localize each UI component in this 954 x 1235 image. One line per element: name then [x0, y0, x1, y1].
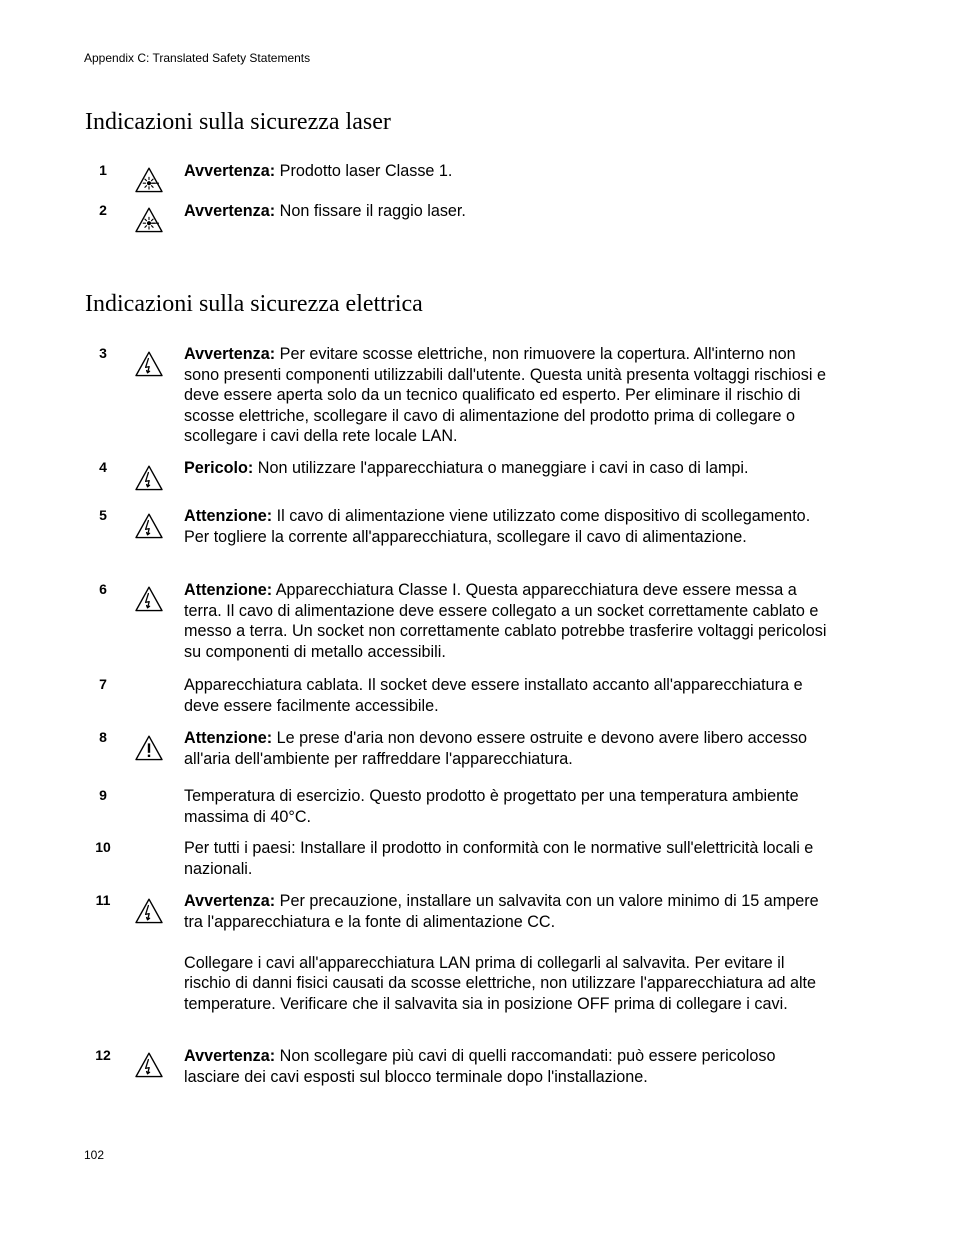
statement-body: Non fissare il raggio laser. [275, 202, 466, 220]
statement-text [184, 838, 829, 879]
statement-lead: Pericolo: [184, 459, 254, 477]
statement-lead: Attenzione: [184, 507, 273, 525]
statement-number: 9 [99, 787, 107, 803]
laser-warning-icon [134, 166, 164, 194]
statement-body-continued: Collegare i cavi all'apparecchiatura LAN prima di collegarli al salvavita. Per evitare il rischio di danni fisici causati da scosse elettriche, non utilizzare l'apparecchiatura ad alte temperature. Verificare che il salvavita sia in posizione OFF prima di collegare i cavi. [184, 953, 817, 1013]
section-title-laser: Indicazioni sulla sicurezza laser [85, 109, 391, 135]
statement-lead: Avvertenza: [184, 345, 276, 363]
section-title-electrical: Indicazioni sulla sicurezza elettrica [85, 291, 423, 317]
statement-body: Apparecchiatura Classe I. Questa apparecchiatura deve essere messa a terra. Il cavo di alimentazione deve essere collegato a un socket correttamente cablato e messo a terra. Un socket non correttamente cablato potrebbe trasferire voltaggi pericolosi su componenti di metallo accessibili. [184, 581, 827, 661]
statement-body: Per evitare scosse elettriche, non rimuovere la copertura. All'interno non sono presenti componenti utilizzabili dall'utente. Questa unità presenta voltaggi rischiosi e deve essere aperta solo da un tecnico qualificato ed esperto. Per eliminare il rischio di scosse elettriche, scollegare il cavo di alimentazione del prodotto prima di collegare o scollegare i cavi della rete locale LAN. [184, 345, 826, 445]
statement-number: 2 [99, 202, 107, 218]
electrical-hazard-icon [134, 585, 164, 613]
page-number: 102 [84, 1148, 105, 1162]
statement-text [184, 161, 829, 182]
electrical-hazard-icon [134, 512, 164, 540]
statement-lead: Attenzione: [184, 581, 273, 599]
statement-body: Non scollegare più cavi di quelli raccomandati: può essere pericoloso lasciare dei cavi esposti sul blocco terminale dopo l'installazione. [184, 1047, 776, 1086]
electrical-hazard-icon [134, 897, 164, 925]
running-header: Appendix C: Translated Safety Statements [84, 51, 311, 65]
statement-body: Temperatura di esercizio. Questo prodotto è progettato per una temperatura ambiente massima di 40°C. [184, 787, 799, 826]
statement-text [184, 458, 829, 479]
statement-number: 12 [95, 1047, 111, 1063]
statement-text [184, 580, 829, 662]
statement-body: Per precauzione, installare un salvavita con un valore minimo di 15 ampere tra l'apparecchiatura e la fonte di alimentazione CC. [184, 892, 819, 931]
statement-body: Per tutti i paesi: Installare il prodotto in conformità con le normative sull'elettricità locali e nazionali. [184, 839, 814, 878]
statement-number: 1 [99, 162, 107, 178]
statement-number: 10 [95, 839, 111, 855]
statement-text [184, 201, 829, 222]
statement-number: 11 [95, 892, 111, 908]
statement-lead: Avvertenza: [184, 162, 276, 180]
statement-lead: Avvertenza: [184, 202, 276, 220]
statement-text [184, 344, 829, 447]
statement-text [184, 786, 829, 827]
statement-number: 5 [99, 507, 107, 523]
electrical-hazard-icon [134, 1051, 164, 1079]
statement-number: 4 [99, 459, 107, 475]
statement-number: 6 [99, 581, 107, 597]
statement-body: Il cavo di alimentazione viene utilizzato come dispositivo di scollegamento. Per togliere la corrente all'apparecchiatura, scollegare il cavo di alimentazione. [184, 507, 811, 546]
statement-text [184, 891, 829, 1014]
electrical-hazard-icon [134, 350, 164, 378]
statement-lead: Attenzione: [184, 729, 273, 747]
statement-number: 3 [99, 345, 107, 361]
statement-lead: Avvertenza: [184, 1047, 276, 1065]
statement-text [184, 1046, 829, 1087]
statement-lead: Avvertenza: [184, 892, 276, 910]
statement-text [184, 675, 829, 716]
statement-number: 8 [99, 729, 107, 745]
statement-body: Non utilizzare l'apparecchiatura o maneggiare i cavi in caso di lampi. [253, 459, 749, 477]
statement-body: Prodotto laser Classe 1. [275, 162, 453, 180]
electrical-hazard-icon [134, 464, 164, 492]
statement-body: Le prese d'aria non devono essere ostruite e devono avere libero accesso all'aria dell'ambiente per raffreddare l'apparecchiatura. [184, 729, 808, 768]
statement-number: 7 [99, 676, 107, 692]
general-warning-icon [134, 734, 164, 762]
statement-body: Apparecchiatura cablata. Il socket deve essere installato accanto all'apparecchiatura e deve essere facilmente accessibile. [184, 676, 803, 715]
statement-text [184, 506, 829, 547]
statement-text [184, 728, 829, 769]
laser-warning-icon [134, 206, 164, 234]
